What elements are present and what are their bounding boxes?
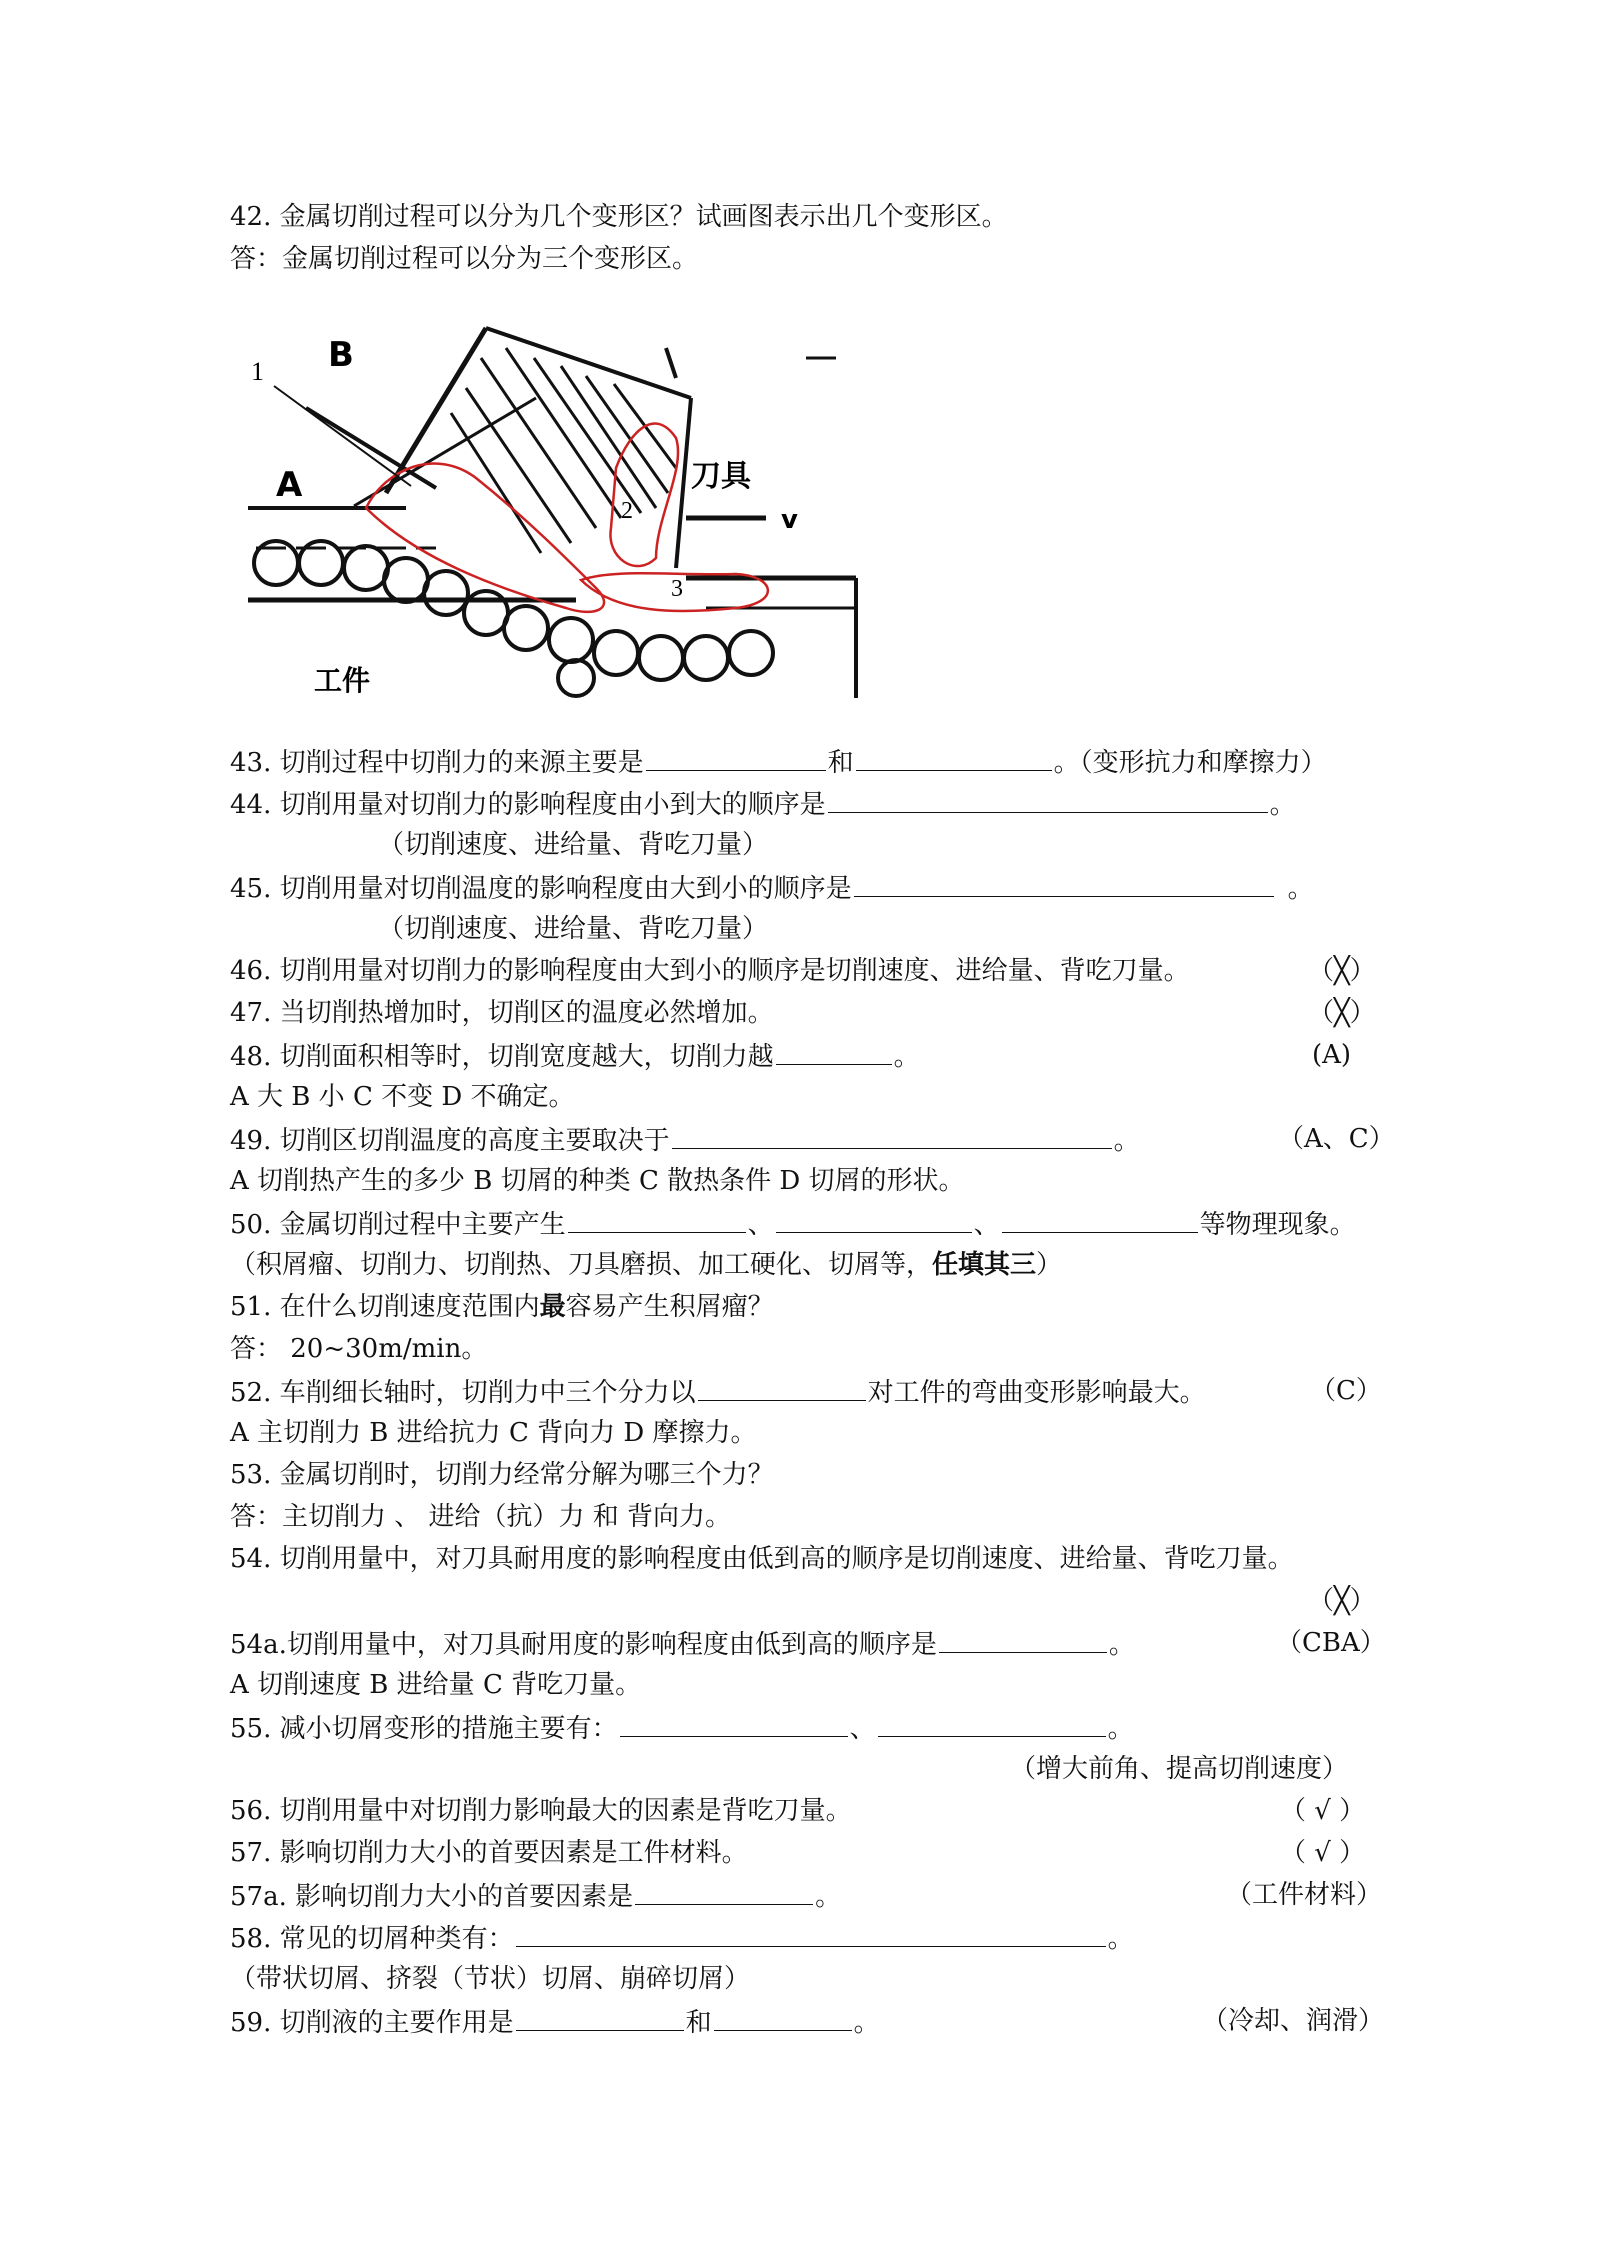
q58-answer: （带状切屑、挤裂（节状）切屑、崩碎切屑） [230,1964,751,1994]
q42-answer: 答：金属切削过程可以分为三个变形区。 [230,244,699,274]
q57a-mark: （工件材料） [1226,1880,1383,1910]
q45: 45. 切削用量对切削温度的影响程度由大到小的顺序是 。 [230,870,1314,906]
label-zone-2: 2 [621,498,633,524]
deformation-zone-diagram [236,318,866,708]
label-zone-1: 1 [251,357,264,386]
q47-mark: （╳） [1308,998,1376,1028]
label-a: A [276,465,303,505]
q49-mark: （A、C） [1278,1124,1395,1154]
label-workpiece: 工件 [314,664,371,697]
q55: 55. 减小切屑变形的措施主要有： 、 。 [230,1710,1134,1746]
label-tool: 刀具 [691,459,751,494]
label-zone-3: 3 [671,576,683,602]
label-velocity: v [781,505,798,535]
q47: 47. 当切削热增加时，切削区的温度必然增加。 [230,998,774,1028]
q45-answer: （切削速度、进给量、背吃刀量） [378,914,769,944]
q52-options: A 主切削力 B 进给抗力 C 背向力 D 摩擦力。 [230,1418,757,1448]
q59: 59. 切削液的主要作用是 和 。 [230,2004,880,2040]
q46-mark: （╳） [1308,956,1376,986]
q57: 57. 影响切削力大小的首要因素是工件材料。 [230,1838,748,1868]
q46: 46. 切削用量对切削力的影响程度由大到小的顺序是切削速度、进给量、背吃刀量。 [230,956,1190,986]
label-b: B [328,335,354,375]
q49-options: A 切削热产生的多少 B 切屑的种类 C 散热条件 D 切屑的形状。 [230,1166,965,1196]
q49: 49. 切削区切削温度的高度主要取决于 。 [230,1122,1140,1158]
q53: 53. 金属切削时，切削力经常分解为哪三个力？ [230,1460,774,1490]
q54a-mark: （CBA） [1276,1628,1386,1658]
q56-mark: （ √ ） [1280,1796,1366,1826]
q54a: 54a.切削用量中，对刀具耐用度的影响程度由低到高的顺序是 。 [230,1626,1135,1662]
q42-question: 42. 金属切削过程可以分为几个变形区？试画图表示出几个变形区。 [230,202,1008,232]
q57-mark: （ √ ） [1280,1838,1366,1868]
q53-answer: 答：主切削力 、 进给（抗）力 和 背向力。 [230,1502,732,1532]
q48: 48. 切削面积相等时，切削宽度越大，切削力越 。 [230,1038,920,1074]
q58: 58. 常见的切屑种类有： 。 [230,1920,1134,1956]
q43: 43. 切削过程中切削力的来源主要是 和 。（变形抗力和摩擦力） [230,744,1327,780]
q57a: 57a. 影响切削力大小的首要因素是 。 [230,1878,841,1914]
q44-answer: （切削速度、进给量、背吃刀量） [378,830,769,860]
q52-mark: （C） [1310,1376,1382,1406]
q54: 54. 切削用量中，对刀具耐用度的影响程度由低到高的顺序是切削速度、进给量、背吃刀量。 [230,1544,1294,1574]
q54a-options: A 切削速度 B 进给量 C 背吃刀量。 [230,1670,642,1700]
q48-options: A 大 B 小 C 不变 D 不确定。 [230,1082,575,1112]
q44: 44. 切削用量对切削力的影响程度由小到大的顺序是 。 [230,786,1296,822]
q59-mark: （冷却、润滑） [1202,2006,1385,2036]
q56: 56. 切削用量中对切削力影响最大的因素是背吃刀量。 [230,1796,852,1826]
q54-mark: （╳） [1308,1586,1376,1616]
q51: 51. 在什么切削速度范围内最容易产生积屑瘤？ [230,1292,774,1322]
q51-answer: 答： 20~30m/min。 [230,1334,488,1364]
q50-answer: （积屑瘤、切削力、切削热、刀具磨损、加工硬化、切屑等，任填其三） [230,1250,1063,1280]
q50: 50. 金属切削过程中主要产生 、 、 等物理现象。 [230,1206,1356,1242]
q52: 52. 车削细长轴时，切削力中三个分力以 对工件的弯曲变形影响最大。 [230,1374,1206,1410]
q48-mark: (A) [1312,1040,1352,1070]
q55-answer: （增大前角、提高切削速度） [1010,1754,1349,1784]
